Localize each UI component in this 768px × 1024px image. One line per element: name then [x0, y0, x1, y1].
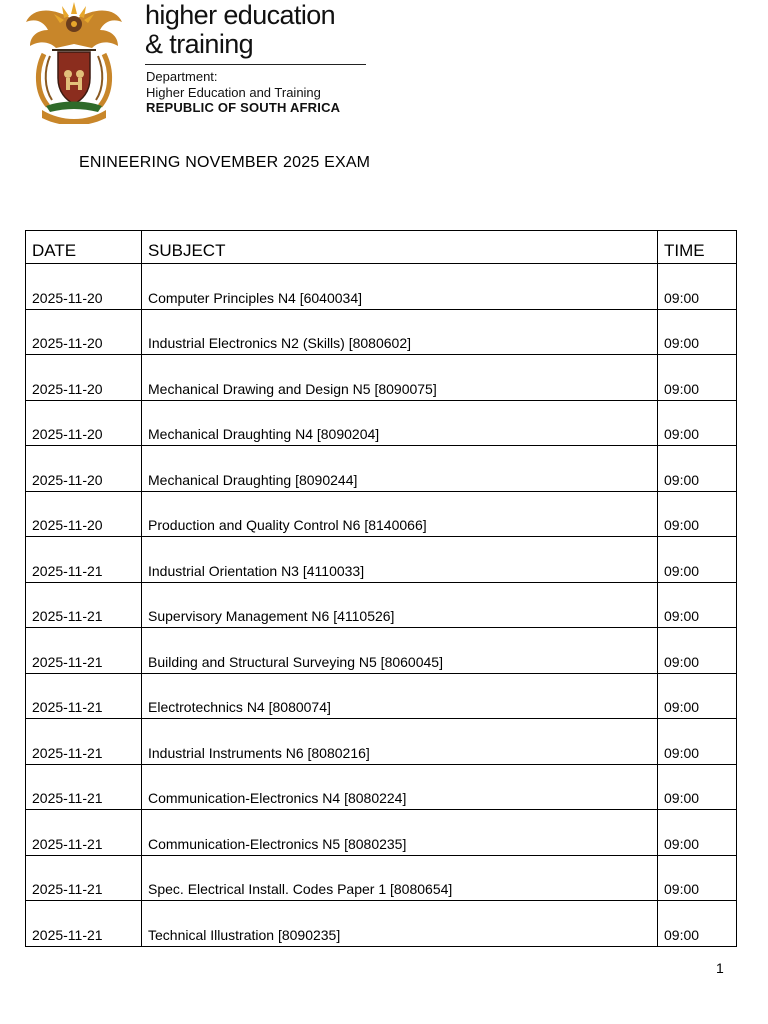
brand-line-1: higher education [145, 0, 336, 30]
table-row [26, 855, 737, 901]
cell-time: 09:00 [658, 446, 737, 492]
cell-date: 2025-11-20 [26, 446, 142, 492]
cell-subject: Mechanical Drawing and Design N5 [8090075] [142, 355, 658, 401]
column-header-date: DATE [26, 231, 142, 264]
table-row [26, 264, 737, 310]
table-row [26, 446, 737, 492]
cell-date: 2025-11-21 [26, 582, 142, 628]
cell-time: 09:00 [658, 264, 737, 310]
coat-of-arms-icon [22, 0, 126, 124]
cell-date: 2025-11-20 [26, 355, 142, 401]
cell-subject: Building and Structural Surveying N5 [8060045] [142, 628, 658, 674]
cell-subject: Electrotechnics N4 [8080074] [142, 673, 658, 719]
table-row [26, 901, 737, 947]
table-row [26, 719, 737, 765]
cell-date: 2025-11-21 [26, 810, 142, 856]
table-header-row [26, 231, 737, 264]
column-header-time: TIME [658, 231, 737, 264]
department-block [146, 69, 340, 116]
cell-time: 09:00 [658, 309, 737, 355]
cell-time: 09:00 [658, 810, 737, 856]
cell-date: 2025-11-20 [26, 491, 142, 537]
cell-date: 2025-11-21 [26, 719, 142, 765]
table-row [26, 673, 737, 719]
table-row [26, 628, 737, 674]
dept-name: Higher Education and Training [146, 84, 321, 100]
cell-time: 09:00 [658, 764, 737, 810]
dept-label: Department: [146, 69, 218, 84]
cell-date: 2025-11-20 [26, 264, 142, 310]
cell-time: 09:00 [658, 855, 737, 901]
cell-time: 09:00 [658, 537, 737, 583]
cell-subject: Mechanical Draughting N4 [8090204] [142, 400, 658, 446]
cell-date: 2025-11-21 [26, 673, 142, 719]
cell-time: 09:00 [658, 582, 737, 628]
cell-time: 09:00 [658, 719, 737, 765]
cell-subject: Production and Quality Control N6 [8140066] [142, 491, 658, 537]
cell-subject: Communication-Electronics N4 [8080224] [142, 764, 658, 810]
table-row [26, 355, 737, 401]
cell-date: 2025-11-21 [26, 855, 142, 901]
brand-logotype [145, 0, 375, 59]
page-number: 1 [716, 960, 724, 976]
table-row [26, 764, 737, 810]
cell-subject: Mechanical Draughting [8090244] [142, 446, 658, 492]
dept-country: REPUBLIC OF SOUTH AFRICA [146, 100, 341, 115]
cell-subject: Communication-Electronics N5 [8080235] [142, 810, 658, 856]
cell-subject: Industrial Instruments N6 [8080216] [142, 719, 658, 765]
cell-date: 2025-11-21 [26, 901, 142, 947]
cell-time: 09:00 [658, 491, 737, 537]
table-row [26, 810, 737, 856]
cell-subject: Computer Principles N4 [6040034] [142, 264, 658, 310]
table-row [26, 309, 737, 355]
cell-time: 09:00 [658, 400, 737, 446]
cell-time: 09:00 [658, 901, 737, 947]
table-row [26, 537, 737, 583]
cell-subject: Supervisory Management N6 [4110526] [142, 582, 658, 628]
brand-divider [145, 64, 366, 65]
cell-date: 2025-11-20 [26, 309, 142, 355]
table-row [26, 582, 737, 628]
cell-subject: Industrial Electronics N2 (Skills) [8080602] [142, 309, 658, 355]
exam-timetable [25, 230, 737, 947]
document-title: ENINEERING NOVEMBER 2025 EXAM [79, 154, 371, 171]
cell-date: 2025-11-21 [26, 628, 142, 674]
cell-subject: Industrial Orientation N3 [4110033] [142, 537, 658, 583]
cell-time: 09:00 [658, 355, 737, 401]
cell-date: 2025-11-20 [26, 400, 142, 446]
cell-subject: Spec. Electrical Install. Codes Paper 1 [8080654] [142, 855, 658, 901]
cell-date: 2025-11-21 [26, 537, 142, 583]
table-row [26, 400, 737, 446]
table-row [26, 491, 737, 537]
cell-time: 09:00 [658, 628, 737, 674]
cell-subject: Technical Illustration [8090235] [142, 901, 658, 947]
brand-line-2: & training [145, 29, 254, 59]
cell-date: 2025-11-21 [26, 764, 142, 810]
column-header-subject: SUBJECT [142, 231, 658, 264]
cell-time: 09:00 [658, 673, 737, 719]
